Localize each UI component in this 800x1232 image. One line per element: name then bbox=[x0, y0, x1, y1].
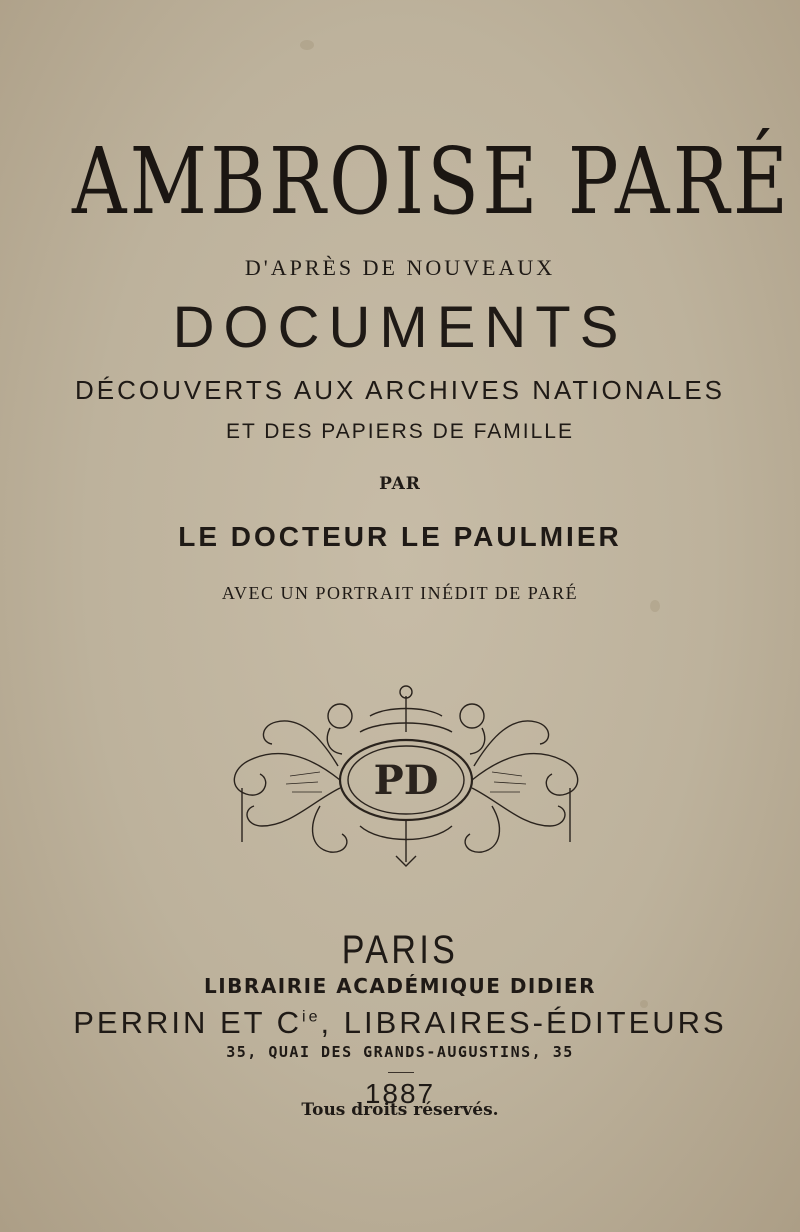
subtitle-line-4: ET DES PAPIERS DE FAMILLE bbox=[226, 420, 574, 443]
emblem-monogram: PD bbox=[373, 757, 439, 804]
divider-rule bbox=[388, 1072, 414, 1073]
subtitle-line-3: DÉCOUVERTS AUX ARCHIVES NATIONALES bbox=[74, 375, 726, 405]
publisher-line-1: LIBRAIRIE ACADÉMIQUE DIDIER bbox=[204, 974, 596, 998]
publisher-line-2 bbox=[0, 1005, 800, 1041]
subtitle-line-1: D'APRÈS DE NOUVEAUX bbox=[244, 255, 556, 280]
author-name: LE DOCTEUR LE PAULMIER bbox=[178, 521, 622, 552]
publisher-line-2-suffix: , LIBRAIRES-ÉDITEURS bbox=[320, 1005, 727, 1040]
by-label: PAR bbox=[379, 474, 421, 494]
portrait-note: AVEC UN PORTRAIT INÉDIT DE PARÉ bbox=[221, 583, 579, 603]
publisher-emblem-vignette bbox=[220, 676, 592, 872]
rights-notice: Tous droits réservés. bbox=[301, 1100, 499, 1120]
subtitle-line-2: DOCUMENTS bbox=[172, 295, 628, 360]
paper-stain bbox=[300, 40, 314, 50]
publication-year: 1887 bbox=[364, 1078, 436, 1109]
publisher-address: 35, QUAI DES GRANDS-AUGUSTINS, 35 bbox=[226, 1043, 574, 1061]
book-title: AMBROISE PARÉ bbox=[72, 128, 792, 235]
publisher-line-2-prefix: PERRIN ET C bbox=[73, 1005, 303, 1040]
publisher-line-2-sup: ie bbox=[302, 1008, 321, 1026]
imprint-city: PARIS bbox=[341, 928, 459, 972]
